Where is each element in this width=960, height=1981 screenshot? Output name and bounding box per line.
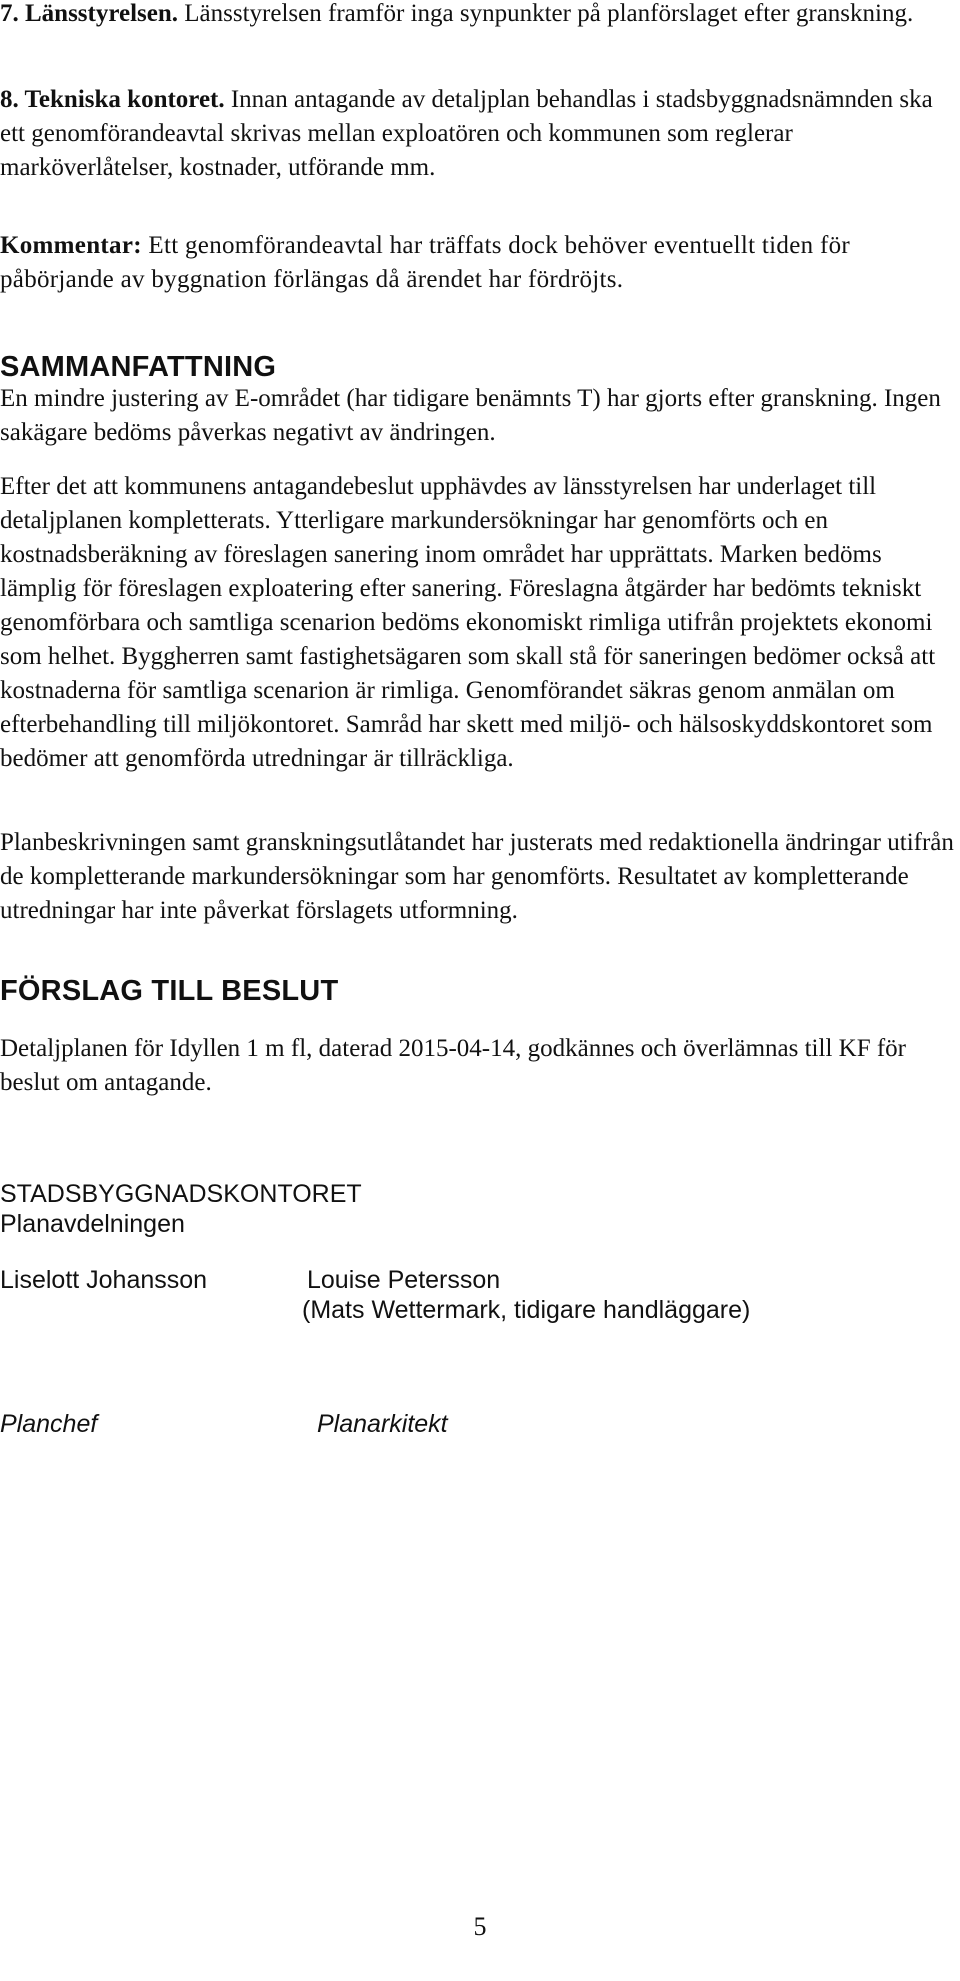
comment-text: Ett genomförandeavtal har träffats dock behöver eventuellt tiden för påbörjande av byggnation förlängas då ärendet har fördröjts. [0,232,851,293]
office-name: STADSBYGGNADSKONTORET [0,1180,362,1208]
signatory-1-role: Planchef [0,1410,98,1438]
signatory-1-name: Liselott Johansson [0,1266,208,1294]
page-number: 5 [473,1912,487,1941]
item-8-title: 8. Tekniska kontoret. [0,86,225,113]
proposal-text: Detaljplanen för Idyllen 1 m fl, daterad 2015-04-14, godkännes och överlämnas till KF för beslut om antagande. [0,1035,907,1096]
comment-paragraph [0,229,955,297]
item-7 [0,0,955,31]
summary-heading: SAMMANFATTNING [0,351,277,383]
item-7-text: Länsstyrelsen framför inga synpunkter på planförslaget efter granskning. [178,0,914,27]
summary-paragraph-3: Planbeskrivningen samt granskningsutlåtandet har justerats med redaktionella ändringar utifrån de kompletterande markundersökningar som har genomförts. Resultatet av kompletterande utredningar har inte påverkat förslagets utformning. [0,829,954,924]
department-name: Planavdelningen [0,1210,185,1238]
signatory-2-name: Louise Petersson [307,1266,501,1294]
item-8-text: Innan antagande av detaljplan behandlas i stadsbyggnadsnämnden ska ett genomförandeavtal skrivas mellan exploatören och kommunen som reglerar marköverlåtelser, kostnader, utförande mm. [0,86,933,181]
item-7-title: 7. Länsstyrelsen. [0,0,179,27]
summary-paragraph-1: En mindre justering av E-området (har tidigare benämnts T) har gjorts efter granskning. Ingen sakägare bedöms påverkas negativt av ändringen. [0,385,941,446]
item-8 [0,83,955,185]
summary-paragraph-2: Efter det att kommunens antagandebeslut upphävdes av länsstyrelsen har underlaget till detaljplanen kompletterats. Ytterligare markundersökningar har genomförts och en kostnadsberäkning av föreslagen sanering inom området har upprättats. Marken bedöms lämplig för föreslagen exploatering efter sanering. Föreslagna åtgärder har bedömts tekniskt genomförbara och samtliga scenarion bedöms ekonomiskt rimliga utifrån projektets ekonomi som helhet. Byggherren samt fastighetsägaren som skall stå för saneringen bedömer också att kostnaderna för samtliga scenarion är rimliga. Genomförandet säkras genom anmälan om efterbehandling till miljökontoret. Samråd har skett med miljö- och hälsoskyddskontoret som bedömer att genomförda utredningar är tillräckliga. [0,473,936,772]
proposal-heading: FÖRSLAG TILL BESLUT [0,975,339,1007]
signatory-2-role: Planarkitekt [317,1410,448,1438]
comment-label: Kommentar: [0,232,142,259]
signatory-2-note: (Mats Wettermark, tidigare handläggare) [302,1296,751,1324]
